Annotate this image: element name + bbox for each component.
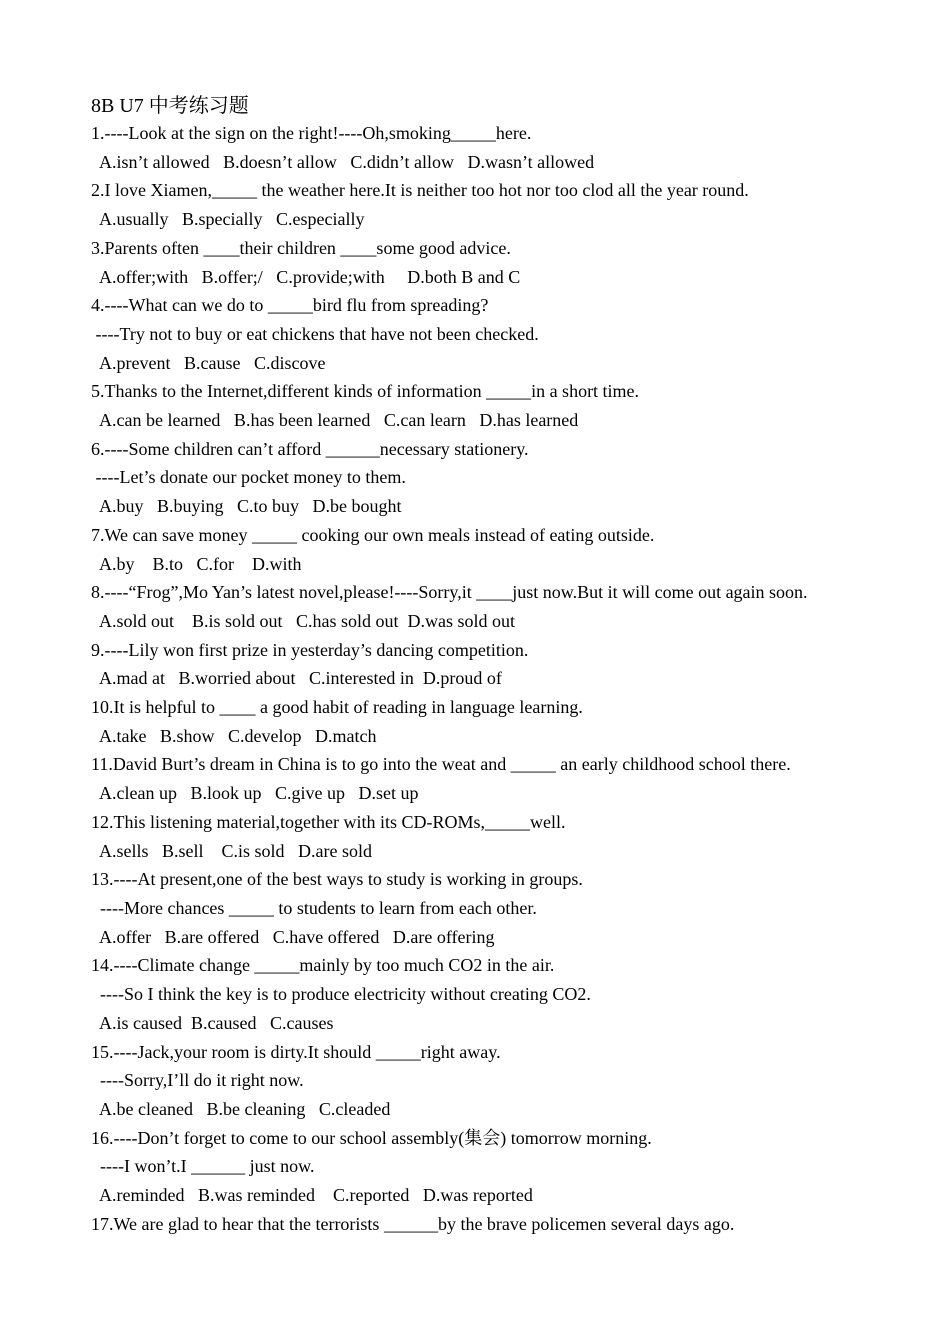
document-line: A.sells B.sell C.is sold D.are sold — [91, 840, 373, 861]
document-line: A.by B.to C.for D.with — [91, 553, 302, 574]
document-line: 7.We can save money _____ cooking our own meals instead of eating outside. — [91, 524, 655, 545]
document-line: A.is caused B.caused C.causes — [91, 1012, 334, 1033]
document-line: A.sold out B.is sold out C.has sold out D.was sold out — [91, 610, 516, 631]
document-line: 4.----What can we do to _____bird flu from spreading? — [91, 295, 489, 316]
document-line: A.offer;with B.offer;/ C.provide;with D.both B and C — [91, 266, 521, 287]
document-line: A.can be learned B.has been learned C.can learn D.has learned — [91, 410, 579, 431]
document-line: 11.David Burt’s dream in China is to go into the weat and _____ an early childhood school there. — [91, 754, 791, 775]
document-line: A.usually B.specially C.especially — [91, 209, 365, 230]
document-line: A.clean up B.look up C.give up D.set up — [91, 783, 419, 804]
document-line: 6.----Some children can’t afford ______necessary stationery. — [91, 438, 529, 459]
document-line: A.offer B.are offered C.have offered D.are offering — [91, 926, 495, 947]
question-list — [91, 119, 911, 1238]
document-line: A.isn’t allowed B.doesn’t allow C.didn’t allow D.wasn’t allowed — [91, 151, 595, 172]
document-line: ----I won’t.I ______ just now. — [91, 1156, 315, 1177]
document-line: ----So I think the key is to produce electricity without creating CO2. — [91, 984, 591, 1005]
document-title: 8B U7 中考练习题 — [91, 95, 249, 117]
document-line: A.be cleaned B.be cleaning C.cleaded — [91, 1098, 391, 1119]
document-line: 3.Parents often ____their children ____some good advice. — [91, 237, 511, 258]
document-line: ----Let’s donate our pocket money to them. — [91, 467, 406, 488]
document-line: A.buy B.buying C.to buy D.be bought — [91, 496, 402, 517]
document-line: ----More chances _____ to students to learn from each other. — [91, 897, 537, 918]
document-line: ----Try not to buy or eat chickens that have not been checked. — [91, 323, 539, 344]
document-line: 8.----“Frog”,Mo Yan’s latest novel,please!----Sorry,it ____just now.But it will come out again soon. — [91, 582, 808, 603]
document-line: 5.Thanks to the Internet,different kinds of information _____in a short time. — [91, 381, 640, 402]
document-line: A.take B.show C.develop D.match — [91, 725, 377, 746]
document-line: 17.We are glad to hear that the terrorists ______by the brave policemen several days ago. — [91, 1213, 735, 1234]
document-page — [91, 90, 911, 1238]
document-line: 14.----Climate change _____mainly by too much CO2 in the air. — [91, 955, 555, 976]
document-line: 9.----Lily won first prize in yesterday’s dancing competition. — [91, 639, 529, 660]
document-line: A.mad at B.worried about C.interested in D.proud of — [91, 668, 502, 689]
document-line: 1.----Look at the sign on the right!----Oh,smoking_____here. — [91, 123, 532, 143]
document-line: ----Sorry,I’ll do it right now. — [91, 1070, 304, 1091]
document-line: A.prevent B.cause C.discove — [91, 352, 326, 373]
document-line: 2.I love Xiamen,_____ the weather here.It is neither too hot nor too clod all the year round. — [91, 180, 749, 201]
document-line: 13.----At present,one of the best ways to study is working in groups. — [91, 869, 583, 890]
document-line: 12.This listening material,together with its CD-ROMs,_____well. — [91, 811, 566, 832]
document-line: A.reminded B.was reminded C.reported D.was reported — [91, 1185, 533, 1206]
document-line: 16.----Don’t forget to come to our school assembly(集会) tomorrow morning. — [91, 1127, 652, 1148]
document-line: 10.It is helpful to ____ a good habit of reading in language learning. — [91, 697, 583, 718]
document-line: 15.----Jack,your room is dirty.It should _____right away. — [91, 1041, 501, 1062]
